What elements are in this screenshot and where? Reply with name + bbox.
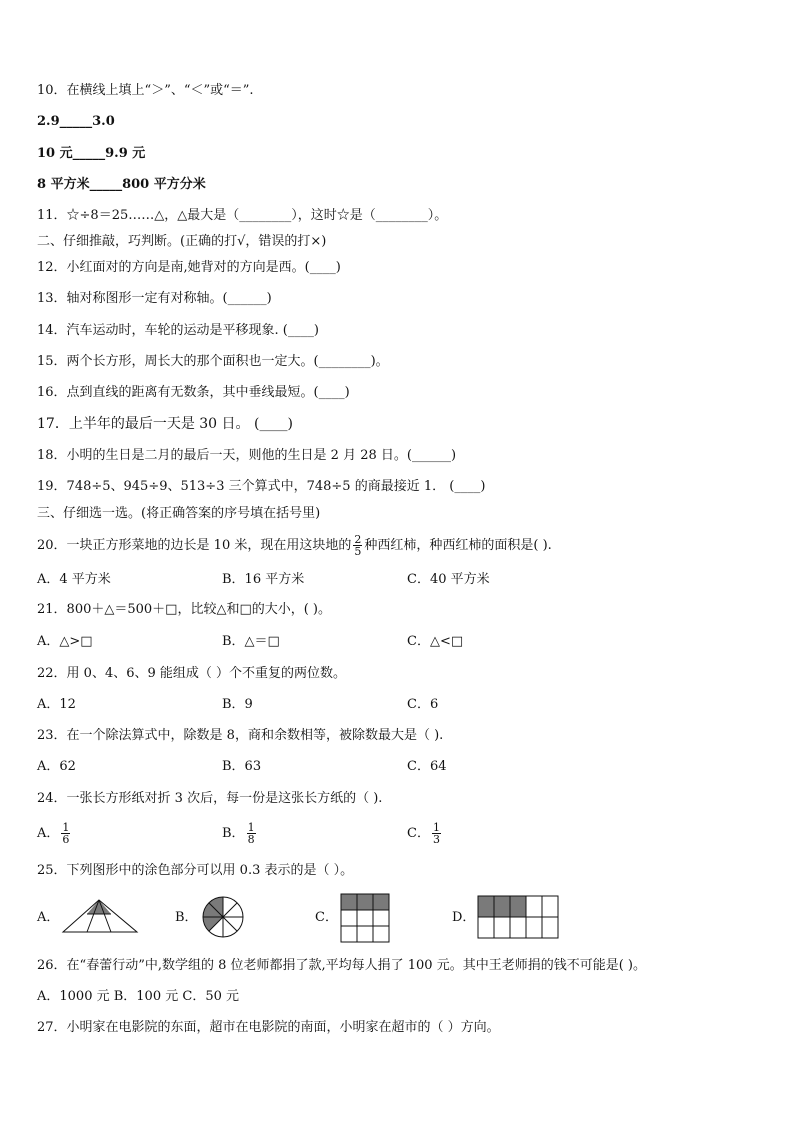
section-3-title: 三、仔细选一选。(将正确答案的序号填在括号里) bbox=[37, 506, 321, 521]
q20-option-c: C．40 平方米 bbox=[407, 572, 490, 587]
q24-a-num: 1 bbox=[62, 821, 70, 834]
q10-b: 10 元_____9.9 元 bbox=[37, 146, 146, 161]
q20-option-a: A．4 平方米 bbox=[37, 572, 111, 587]
q25-option-c-label: C． bbox=[315, 910, 338, 925]
q20-frac-num: 2 bbox=[354, 533, 362, 546]
q23-option-c: C．64 bbox=[407, 759, 447, 774]
q10-c: 8 平方米_____800 平方分米 bbox=[37, 177, 206, 192]
q21-stem: 21．800＋△＝500＋□，比较△和□的大小，( )。 bbox=[37, 602, 332, 617]
q20-option-b: B．16 平方米 bbox=[222, 572, 305, 587]
q24-b-den: 8 bbox=[247, 833, 255, 846]
q25-option-d-label: D． bbox=[452, 910, 476, 925]
q22-option-c: C．6 bbox=[407, 697, 439, 712]
q24-a-den: 6 bbox=[62, 833, 70, 846]
q24-stem: 24．一张长方形纸对折 3 次后，每一份是这张长方纸的（ ). bbox=[37, 791, 383, 806]
q14: 14．汽车运动时，车轮的运动是平移现象. (____) bbox=[37, 323, 319, 338]
q24-c-fraction bbox=[432, 822, 441, 845]
q24-b-label: B． bbox=[222, 826, 245, 841]
q24-c-label: C． bbox=[407, 826, 430, 841]
q19: 19．748÷5、945÷9、513÷3 三个算式中，748÷5 的商最接近 1． (____) bbox=[37, 479, 486, 494]
q24-a-label: A． bbox=[37, 826, 60, 841]
q10-a: 2.9_____3.0 bbox=[37, 114, 115, 129]
q21-option-c: C．△<□ bbox=[407, 634, 464, 649]
grid-d-shaded-cells bbox=[478, 896, 526, 917]
q24-option-a bbox=[37, 822, 72, 845]
q20-stem bbox=[37, 534, 552, 557]
q24-c-num: 1 bbox=[432, 821, 440, 834]
q23-option-a: A．62 bbox=[37, 759, 76, 774]
q27: 27．小明家在电影院的东面，超市在电影院的南面，小明家在超市的（ ）方向。 bbox=[37, 1020, 500, 1035]
q24-option-c bbox=[407, 822, 443, 845]
q25-figure-c-grid bbox=[339, 892, 391, 944]
q24-b-fraction bbox=[247, 822, 256, 845]
q15: 15．两个长方形，周长大的那个面积也一定大。(________)。 bbox=[37, 354, 389, 369]
q26-options: A．1000 元 B．100 元 C．50 元 bbox=[37, 989, 239, 1004]
q24-a-fraction bbox=[61, 822, 70, 845]
q23-stem: 23．在一个除法算式中，除数是 8，商和余数相等，被除数最大是（ ). bbox=[37, 728, 444, 743]
q16: 16．点到直线的距离有无数条，其中垂线最短。(____) bbox=[37, 385, 350, 400]
q20-post: 种西红柿，种西红柿的面积是( ). bbox=[364, 538, 552, 553]
q11: 11．☆÷8＝25……△，△最大是（________），这时☆是（________）。 bbox=[37, 208, 448, 223]
q25-figure-d-grid bbox=[476, 894, 562, 942]
q22-option-a: A．12 bbox=[37, 697, 76, 712]
q20-frac-den: 5 bbox=[354, 545, 362, 558]
q25-option-b-label: B． bbox=[175, 910, 198, 925]
q12: 12．小红面对的方向是南,她背对的方向是西。(____) bbox=[37, 260, 341, 275]
grid-c-shaded-row bbox=[341, 894, 389, 910]
q22-option-b: B．9 bbox=[222, 697, 253, 712]
q24-b-num: 1 bbox=[247, 821, 255, 834]
q18: 18．小明的生日是二月的最后一天，则他的生日是 2 月 28 日。(______) bbox=[37, 448, 457, 463]
q25-figure-b-circle bbox=[200, 895, 248, 939]
section-2-title: 二、仔细推敲，巧判断。(正确的打√，错误的打×) bbox=[37, 234, 327, 249]
q17: 17．上半年的最后一天是 30 日。 (____) bbox=[37, 416, 293, 432]
q20-pre: 20．一块正方形菜地的边长是 10 米，现在用这块地的 bbox=[37, 538, 352, 553]
q21-option-a: A．△>□ bbox=[37, 634, 93, 649]
q25-option-a-label: A． bbox=[37, 910, 60, 925]
circle-shaded-sector-3 bbox=[203, 917, 223, 931]
q24-option-b bbox=[222, 822, 258, 845]
q13: 13．轴对称图形一定有对称轴。(______) bbox=[37, 291, 272, 306]
q25-figure-a-triangle bbox=[61, 898, 141, 936]
q21-option-b: B．△＝□ bbox=[222, 634, 280, 649]
q26-stem: 26．在“春蕾行动”中,数学组的 8 位老师都捐了款,平均每人捐了 100 元。其中王老师捐的钱不可能是( )。 bbox=[37, 958, 646, 973]
q24-c-den: 3 bbox=[432, 833, 440, 846]
q10-stem: 10．在横线上填上“＞”、“＜”或“＝”. bbox=[37, 83, 254, 98]
q20-fraction bbox=[353, 534, 362, 557]
q23-option-b: B．63 bbox=[222, 759, 262, 774]
q22-stem: 22．用 0、4、6、9 能组成（ ）个不重复的两位数。 bbox=[37, 666, 347, 681]
q25-stem: 25．下列图形中的涂色部分可以用 0.3 表示的是（ ）。 bbox=[37, 863, 354, 878]
